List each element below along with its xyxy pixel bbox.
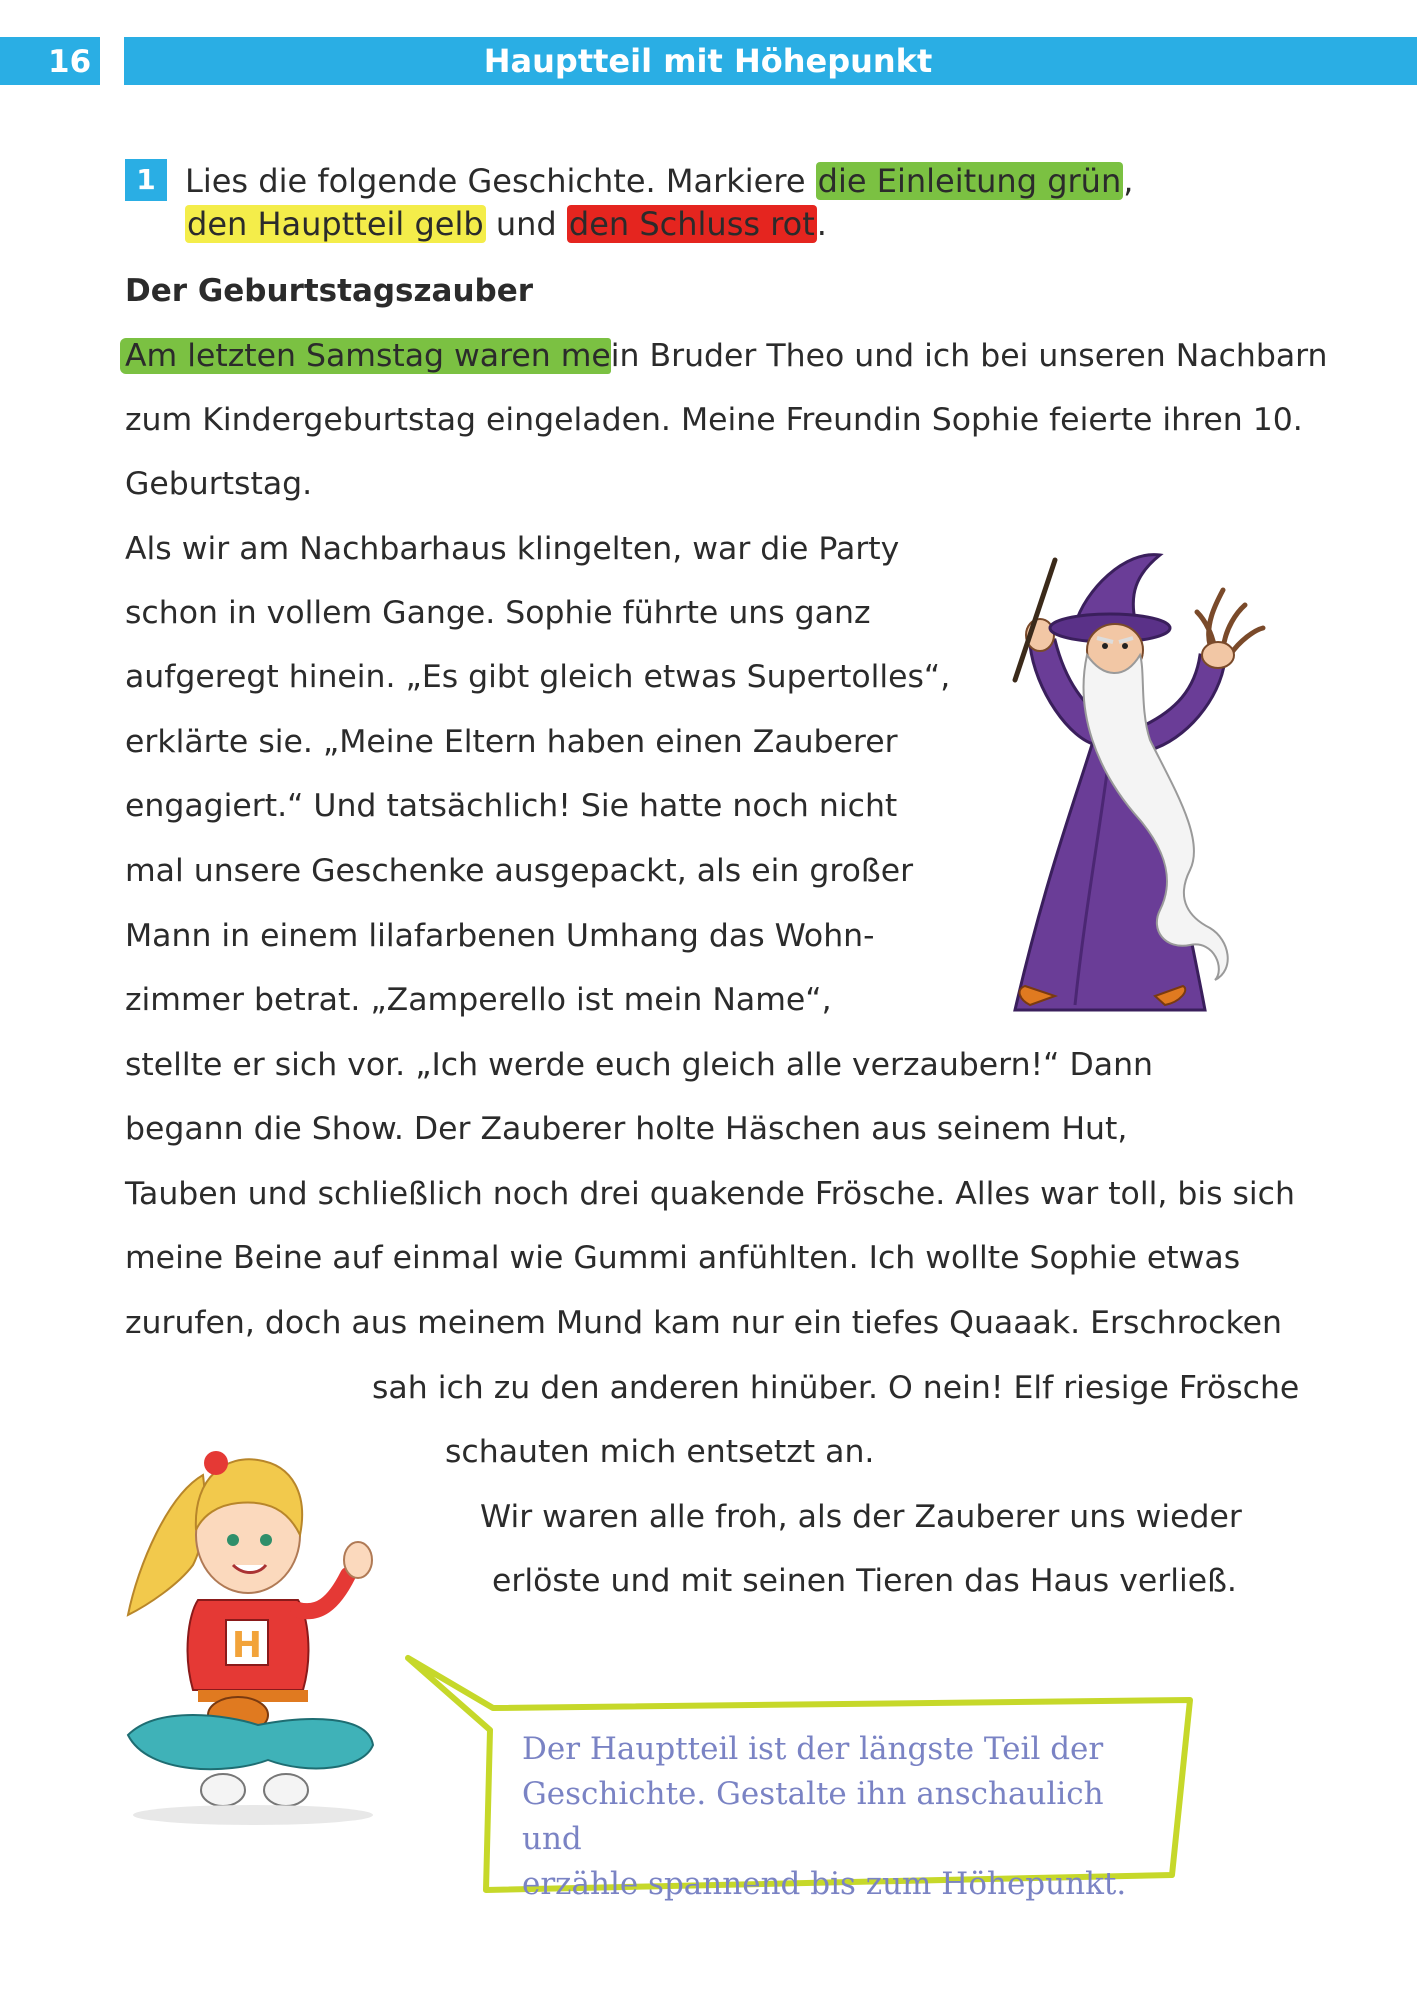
story-line: sah ich zu den anderen hinüber. O nein! Elf riesige Frösche — [372, 1370, 1300, 1406]
task-text-prefix: Lies die folgende Geschichte. Markiere — [185, 162, 806, 200]
task-instruction-line-1 — [185, 160, 1133, 202]
girl-illustration — [108, 1415, 393, 1835]
story-line: aufgeregt hinein. „Es gibt gleich etwas Supertolles“, — [125, 659, 951, 695]
task-text-comma: , — [1123, 162, 1134, 200]
highlight-red-label: den Schluss rot — [568, 205, 815, 243]
intro-highlight: Am letzten Samstag waren me — [120, 338, 611, 374]
story-line: mal unsere Geschenke ausgepackt, als ein großer — [125, 853, 914, 889]
task-text-middle: und — [495, 205, 557, 243]
story-line-first-rest: in Bruder Theo und ich bei unseren Nachbarn — [610, 338, 1328, 374]
story-line: begann die Show. Der Zauberer holte Häschen aus seinem Hut, — [125, 1111, 1128, 1147]
page-title: Hauptteil mit Höhepunkt — [483, 42, 933, 80]
story-line: zimmer betrat. „Zamperello ist mein Name“, — [125, 982, 832, 1018]
story-line: Tauben und schließlich noch drei quakende Frösche. Alles war toll, bis sich — [125, 1176, 1295, 1212]
story-line: engagiert.“ Und tatsächlich! Sie hatte noch nicht — [125, 788, 898, 824]
highlight-green-label: die Einleitung grün — [817, 162, 1122, 200]
story-line: erlöste und mit seinen Tieren das Haus verließ. — [492, 1563, 1237, 1599]
story-line-first — [120, 334, 1328, 378]
page-number: 16 — [48, 44, 92, 80]
story-line: Mann in einem lilafarbenen Umhang das Wohn- — [125, 918, 875, 954]
story-title: Der Geburtstagszauber — [125, 273, 534, 309]
story-line: zum Kindergeburtstag eingeladen. Meine Freundin Sophie feierte ihren 10. — [125, 402, 1303, 438]
story-line: meine Beine auf einmal wie Gummi anfühlten. Ich wollte Sophie etwas — [125, 1240, 1241, 1276]
tip-text — [522, 1727, 1142, 1907]
story-line: schauten mich entsetzt an. — [445, 1434, 875, 1470]
story-line: Als wir am Nachbarhaus klingelten, war die Party — [125, 531, 900, 567]
story-line: erklärte sie. „Meine Eltern haben einen Zauberer — [125, 724, 898, 760]
story-line: zurufen, doch aus meinem Mund kam nur ein tiefes Quaaak. Erschrocken — [125, 1305, 1282, 1341]
task-text-period: . — [816, 205, 827, 243]
story-line: schon in vollem Gange. Sophie führte uns ganz — [125, 595, 871, 631]
highlight-yellow-label: den Hauptteil gelb — [187, 205, 484, 243]
story-line: stellte er sich vor. „Ich werde euch gleich alle verzaubern!“ Dann — [125, 1047, 1153, 1083]
tip-line: Der Hauptteil ist der längste Teil der — [522, 1731, 1104, 1767]
task-number-badge: 1 — [125, 159, 167, 201]
tip-line: erzähle spannend bis zum Höhepunkt. — [522, 1866, 1127, 1902]
wizard-illustration — [975, 550, 1315, 1040]
tip-line: Geschichte. Gestalte ihn anschaulich und — [522, 1776, 1104, 1857]
task-instruction-line-2 — [185, 203, 827, 245]
story-line: Wir waren alle froh, als der Zauberer uns wieder — [480, 1499, 1242, 1535]
story-line: Geburtstag. — [125, 466, 313, 502]
shirt-letter: H — [231, 1625, 263, 1666]
